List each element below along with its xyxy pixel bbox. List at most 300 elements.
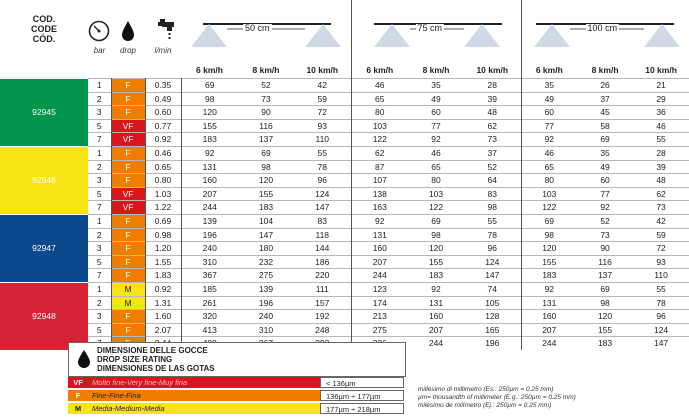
rate-cell: 183: [181, 133, 238, 147]
legend-title-text: [97, 346, 215, 373]
pressure-cell: 3: [88, 310, 111, 324]
table-row: [0, 282, 689, 296]
code-label-it: COD.: [32, 14, 56, 24]
rate-cell: 59: [633, 228, 689, 242]
table-row: [0, 242, 689, 256]
rate-cell: 60: [577, 174, 633, 188]
table-row: [0, 310, 689, 324]
pressure-cell: 1: [88, 214, 111, 228]
legend-range: 177µm ÷ 218µm: [320, 403, 404, 414]
product-code: 92947: [0, 214, 88, 282]
rate-cell: 42: [633, 214, 689, 228]
product-code: 92948: [0, 282, 88, 349]
rate-cell: 98: [408, 228, 464, 242]
rate-cell: 60: [408, 106, 464, 120]
pressure-cell: 3: [88, 242, 111, 256]
lmin-header: [145, 0, 181, 63]
rate-cell: 73: [238, 92, 294, 106]
flow-cell: 2.07: [145, 323, 181, 337]
drop-size-cell: F: [111, 106, 145, 120]
flow-cell: 0.98: [145, 228, 181, 242]
rate-cell: 62: [351, 146, 408, 160]
rate-cell: 52: [464, 160, 521, 174]
flow-cell: 0.80: [145, 174, 181, 188]
rate-cell: 90: [238, 106, 294, 120]
product-code: 92946: [0, 146, 88, 214]
pressure-gauge-icon: [88, 20, 110, 42]
legend-desc: Fine-Fine-Fina: [88, 390, 320, 401]
pressure-cell: 3: [88, 106, 111, 120]
rate-cell: 46: [351, 79, 408, 93]
rate-cell: 116: [577, 255, 633, 269]
table-row: [0, 255, 689, 269]
rate-cell: 92: [521, 133, 577, 147]
rate-cell: 180: [238, 242, 294, 256]
rate-cell: 120: [408, 242, 464, 256]
rate-cell: 77: [408, 119, 464, 133]
rate-cell: 147: [464, 269, 521, 283]
rate-cell: 248: [294, 323, 351, 337]
legend-header: [68, 342, 406, 377]
legend-range: < 136µm: [320, 377, 404, 388]
flow-cell: 0.77: [145, 119, 181, 133]
rate-cell: 28: [464, 79, 521, 93]
drop-size-cell: F: [111, 228, 145, 242]
rate-cell: 105: [464, 296, 521, 310]
rate-cell: 185: [181, 282, 238, 296]
rate-cell: 92: [521, 282, 577, 296]
rate-cell: 183: [238, 201, 294, 215]
rate-cell: 65: [521, 160, 577, 174]
rate-cell: 139: [238, 282, 294, 296]
code-label-es: CÓD.: [32, 34, 56, 44]
speed-header: 8 km/h: [422, 65, 450, 76]
table-row: [0, 269, 689, 283]
rate-cell: 163: [351, 201, 408, 215]
spacing-label-1: 75 cm: [417, 23, 443, 33]
rate-cell: 131: [181, 160, 238, 174]
rate-cell: 49: [577, 160, 633, 174]
rate-cell: 69: [181, 79, 238, 93]
note-es: milésimo de milímetro (Ej.: 250µm = 0.25 mm): [418, 402, 552, 409]
flow-cell: 0.65: [145, 160, 181, 174]
rate-cell: 104: [238, 214, 294, 228]
speed-header: 10 km/h: [645, 65, 677, 76]
rate-cell: 213: [351, 310, 408, 324]
rate-cell: 124: [633, 323, 689, 337]
table-row: [0, 174, 689, 188]
rate-cell: 45: [577, 106, 633, 120]
rate-cell: 98: [521, 228, 577, 242]
rate-cell: 220: [294, 269, 351, 283]
drop-size-cell: F: [111, 310, 145, 324]
rate-cell: 137: [238, 133, 294, 147]
drop-size-cell: F: [111, 242, 145, 256]
legend-code: M: [68, 403, 88, 414]
spacing-label-2: 100 cm: [587, 23, 618, 33]
rate-cell: 196: [238, 296, 294, 310]
rate-cell: 183: [408, 269, 464, 283]
rate-cell: 35: [408, 79, 464, 93]
rate-cell: 122: [351, 133, 408, 147]
pressure-cell: 2: [88, 92, 111, 106]
rate-cell: 155: [577, 323, 633, 337]
drop-size-cell: F: [111, 160, 145, 174]
rate-cell: 138: [351, 187, 408, 201]
rate-cell: 124: [464, 255, 521, 269]
rate-cell: 196: [181, 228, 238, 242]
rate-cell: 55: [633, 282, 689, 296]
rate-cell: 275: [351, 323, 408, 337]
rate-cell: 39: [633, 160, 689, 174]
rate-cell: 122: [521, 201, 577, 215]
rate-cell: 144: [294, 242, 351, 256]
rate-cell: 35: [521, 79, 577, 93]
legend-row: [68, 377, 404, 388]
rate-cell: 155: [181, 119, 238, 133]
code-label-en: CODE: [30, 24, 57, 34]
rate-cell: 69: [577, 133, 633, 147]
spacing-group-0: [181, 0, 351, 63]
rate-cell: 147: [238, 228, 294, 242]
table-row: [0, 323, 689, 337]
legend-code: F: [68, 390, 88, 401]
bar-label: bar: [93, 46, 106, 55]
rate-cell: 98: [577, 296, 633, 310]
rate-cell: 90: [577, 242, 633, 256]
rate-cell: 62: [464, 119, 521, 133]
drop-size-cell: VF: [111, 201, 145, 215]
rate-cell: 155: [408, 255, 464, 269]
drop-header-pad: [111, 63, 145, 79]
product-code: 92945: [0, 79, 88, 147]
rate-cell: 131: [521, 296, 577, 310]
rate-cell: 92: [351, 214, 408, 228]
rate-cell: 96: [464, 242, 521, 256]
rate-cell: 28: [633, 146, 689, 160]
faucet-icon: [152, 17, 174, 41]
rate-cell: 92: [577, 201, 633, 215]
rate-cell: 110: [294, 133, 351, 147]
rate-cell: 80: [408, 174, 464, 188]
drop-label: drop: [119, 46, 136, 55]
drop-size-cell: F: [111, 255, 145, 269]
rate-cell: 232: [238, 255, 294, 269]
rate-cell: 80: [351, 106, 408, 120]
rate-cell: 96: [294, 174, 351, 188]
rate-cell: 55: [464, 214, 521, 228]
drop-size-cell: F: [111, 269, 145, 283]
rate-cell: 73: [633, 201, 689, 215]
rate-cell: 207: [521, 323, 577, 337]
rate-cell: 80: [521, 174, 577, 188]
rate-cell: 120: [577, 310, 633, 324]
flow-cell: 0.46: [145, 146, 181, 160]
rate-cell: 207: [408, 323, 464, 337]
rate-cell: 69: [521, 214, 577, 228]
rate-cell: 103: [521, 187, 577, 201]
note-en: µm= thousandth of millimeter (E.g.: 250µm = 0.25 mm): [418, 394, 576, 401]
rate-cell: 160: [408, 310, 464, 324]
lmin-label: l/min: [154, 46, 172, 55]
rate-cell: 155: [521, 255, 577, 269]
rate-cell: 46: [633, 119, 689, 133]
rate-cell: 124: [294, 187, 351, 201]
spacing-group-2: [521, 0, 689, 63]
rate-cell: 73: [577, 228, 633, 242]
rate-cell: 120: [521, 242, 577, 256]
rate-cell: 92: [181, 146, 238, 160]
rate-cell: 35: [577, 146, 633, 160]
flow-cell: 1.55: [145, 255, 181, 269]
rate-cell: 52: [238, 79, 294, 93]
rate-cell: 92: [408, 133, 464, 147]
rate-cell: 78: [294, 160, 351, 174]
pressure-cell: 2: [88, 228, 111, 242]
drop-size-cell: VF: [111, 119, 145, 133]
table-row: [0, 187, 689, 201]
table-row: [0, 228, 689, 242]
rate-cell: 120: [181, 106, 238, 120]
rate-cell: 107: [351, 174, 408, 188]
rate-cell: 60: [521, 106, 577, 120]
legend-desc: Molto fine-Very fine-Muy fina: [88, 377, 320, 388]
rate-cell: 49: [521, 92, 577, 106]
rate-cell: 116: [238, 119, 294, 133]
rate-cell: 165: [464, 323, 521, 337]
rate-cell: 240: [181, 242, 238, 256]
rate-cell: 73: [464, 133, 521, 147]
rate-cell: 93: [633, 255, 689, 269]
rate-cell: 55: [294, 146, 351, 160]
rate-cell: 186: [294, 255, 351, 269]
legend-title-en: DROP SIZE RATING: [97, 355, 173, 364]
rate-cell: 98: [464, 201, 521, 215]
rate-cell: 93: [294, 119, 351, 133]
speed-header: 10 km/h: [294, 63, 351, 79]
rate-cell: 131: [408, 296, 464, 310]
flow-cell: 0.60: [145, 106, 181, 120]
rate-cell: 110: [633, 269, 689, 283]
rate-cell: 46: [521, 146, 577, 160]
drop-size-cell: F: [111, 323, 145, 337]
table-row: [0, 214, 689, 228]
drop-size-cell: F: [111, 146, 145, 160]
flow-cell: 1.83: [145, 269, 181, 283]
drop-size-cell: M: [111, 282, 145, 296]
spacing-label-0: 50 cm: [245, 23, 270, 33]
rate-cell: 92: [408, 282, 464, 296]
pressure-cell: 7: [88, 269, 111, 283]
rate-cell: 207: [351, 255, 408, 269]
lmin-header-pad: [145, 63, 181, 79]
speed-header: 10 km/h: [464, 63, 521, 79]
rate-cell: 39: [464, 92, 521, 106]
rate-cell: 131: [351, 228, 408, 242]
rate-cell: 147: [633, 337, 689, 350]
speed-header: 8 km/h: [591, 65, 619, 76]
rate-cell: 367: [181, 269, 238, 283]
table-row: [0, 106, 689, 120]
flow-cell: 0.92: [145, 282, 181, 296]
pressure-cell: 1: [88, 79, 111, 93]
rate-cell: 192: [294, 310, 351, 324]
rate-cell: 183: [577, 337, 633, 350]
rate-cell: 69: [577, 282, 633, 296]
rate-cell: 72: [633, 242, 689, 256]
rate-cell: 147: [294, 201, 351, 215]
rate-cell: 244: [351, 269, 408, 283]
pressure-cell: 5: [88, 323, 111, 337]
pressure-cell: 2: [88, 296, 111, 310]
rate-cell: 77: [521, 119, 577, 133]
rate-cell: 275: [238, 269, 294, 283]
rate-cell: 103: [408, 187, 464, 201]
legend-row: [68, 390, 404, 401]
flow-cell: 0.35: [145, 79, 181, 93]
rate-cell: 62: [633, 187, 689, 201]
drop-header: [111, 0, 145, 63]
rate-cell: 310: [181, 255, 238, 269]
rate-cell: 55: [633, 133, 689, 147]
rate-cell: 139: [181, 214, 238, 228]
table-row: [0, 201, 689, 215]
drop-size-cell: VF: [111, 133, 145, 147]
rate-cell: 261: [181, 296, 238, 310]
rate-cell: 77: [577, 187, 633, 201]
drop-size-cell: F: [111, 92, 145, 106]
table-row: [0, 133, 689, 147]
bar-header-pad: [88, 63, 111, 79]
rate-cell: 42: [294, 79, 351, 93]
drop-size-cell: M: [111, 296, 145, 310]
rate-cell: 83: [294, 214, 351, 228]
rate-cell: 83: [464, 187, 521, 201]
rate-cell: 78: [464, 228, 521, 242]
table-row: [0, 146, 689, 160]
rate-cell: 123: [351, 282, 408, 296]
pressure-cell: 1: [88, 146, 111, 160]
pressure-cell: 7: [88, 201, 111, 215]
rate-cell: 103: [351, 119, 408, 133]
rate-cell: 74: [464, 282, 521, 296]
rate-cell: 59: [294, 92, 351, 106]
rate-cell: 65: [408, 160, 464, 174]
flow-cell: 0.49: [145, 92, 181, 106]
rate-cell: 128: [464, 310, 521, 324]
rate-cell: 413: [181, 323, 238, 337]
legend-row: [68, 403, 404, 414]
rate-cell: 310: [238, 323, 294, 337]
flow-cell: 0.92: [145, 133, 181, 147]
rate-cell: 64: [464, 174, 521, 188]
rate-cell: 96: [633, 310, 689, 324]
rate-cell: 207: [181, 187, 238, 201]
unit-notes: [418, 386, 668, 410]
rate-cell: 111: [294, 282, 351, 296]
rate-cell: 49: [408, 92, 464, 106]
speed-header: 6 km/h: [535, 65, 563, 76]
rate-cell: 69: [238, 146, 294, 160]
legend-code: VF: [68, 377, 88, 388]
pressure-cell: 5: [88, 187, 111, 201]
table-body: [0, 79, 689, 350]
drop-icon: [77, 349, 91, 369]
drop-size-cell: VF: [111, 187, 145, 201]
bar-header: [88, 0, 111, 63]
rate-cell: 21: [633, 79, 689, 93]
rate-cell: 137: [577, 269, 633, 283]
rate-cell: 48: [633, 174, 689, 188]
rate-cell: 98: [181, 92, 238, 106]
pressure-cell: 5: [88, 255, 111, 269]
speed-header: 8 km/h: [252, 65, 280, 76]
legend-range: 136µm ÷ 177µm: [320, 390, 404, 401]
note-it: millesimo di millimetro (Es.: 250µm = 0.25 mm): [418, 386, 554, 393]
rate-cell: 37: [464, 146, 521, 160]
rate-cell: 196: [464, 337, 521, 350]
rate-cell: 183: [521, 269, 577, 283]
rate-cell: 244: [181, 201, 238, 215]
rate-cell: 52: [577, 214, 633, 228]
rate-cell: 160: [521, 310, 577, 324]
code-header: [0, 0, 88, 63]
speed-header: 6 km/h: [196, 65, 223, 76]
rate-cell: 36: [633, 106, 689, 120]
flow-cell: 1.60: [145, 310, 181, 324]
pressure-cell: 1: [88, 282, 111, 296]
rate-cell: 157: [294, 296, 351, 310]
rate-cell: 155: [238, 187, 294, 201]
speed-header: 6 km/h: [366, 65, 394, 76]
table-row: [0, 79, 689, 93]
rate-cell: 78: [633, 296, 689, 310]
pressure-cell: 7: [88, 133, 111, 147]
table-row: [0, 119, 689, 133]
rate-cell: 58: [577, 119, 633, 133]
flow-cell: 1.20: [145, 242, 181, 256]
rate-cell: 87: [351, 160, 408, 174]
drop-icon: [121, 20, 135, 42]
rate-cell: 98: [238, 160, 294, 174]
pressure-cell: 3: [88, 174, 111, 188]
rate-cell: 160: [181, 174, 238, 188]
rate-cell: 320: [181, 310, 238, 324]
rate-cell: 26: [577, 79, 633, 93]
rate-cell: 244: [408, 337, 464, 350]
pressure-cell: 2: [88, 160, 111, 174]
rate-cell: 48: [464, 106, 521, 120]
table-row: [0, 296, 689, 310]
drop-size-cell: F: [111, 174, 145, 188]
drop-size-cell: F: [111, 79, 145, 93]
rate-cell: 160: [351, 242, 408, 256]
rate-cell: 122: [408, 201, 464, 215]
rate-cell: 65: [351, 92, 408, 106]
table-row: [0, 92, 689, 106]
rate-cell: 240: [238, 310, 294, 324]
drop-size-cell: F: [111, 214, 145, 228]
table-row: [0, 160, 689, 174]
rate-cell: 46: [408, 146, 464, 160]
code-header-pad: [0, 63, 88, 79]
rate-cell: 37: [577, 92, 633, 106]
pressure-cell: 5: [88, 119, 111, 133]
flow-cell: 1.03: [145, 187, 181, 201]
rate-cell: 118: [294, 228, 351, 242]
rate-cell: 244: [521, 337, 577, 350]
legend-title-es: DIMENSIONES DE LAS GOTAS: [97, 364, 215, 373]
